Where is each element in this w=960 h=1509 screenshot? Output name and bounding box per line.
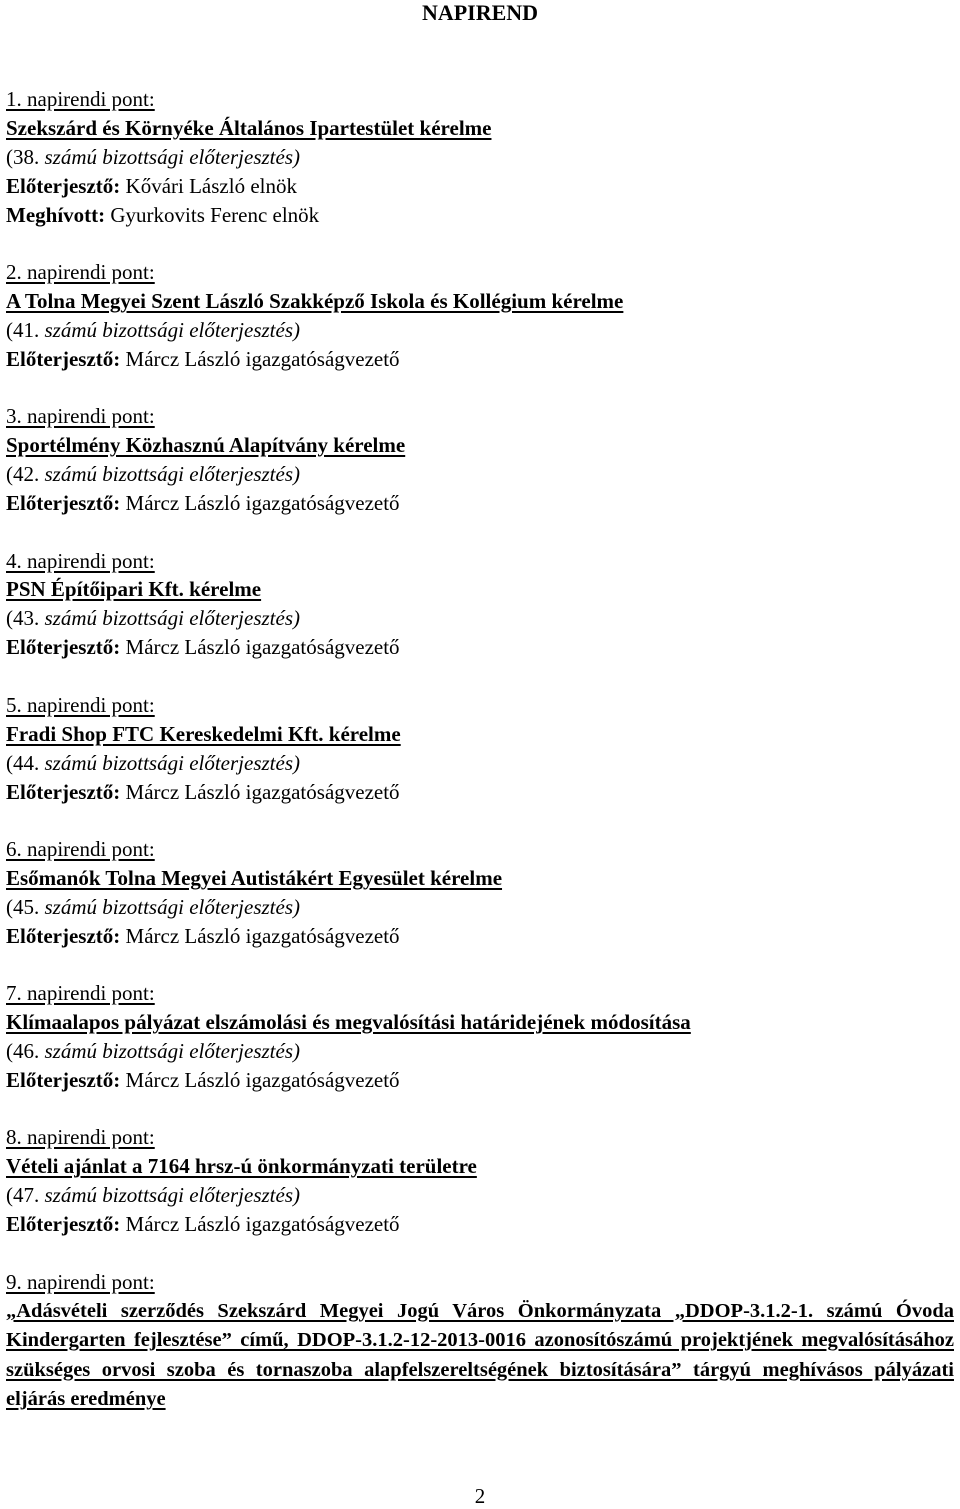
agenda-item-8 [6,1123,954,1239]
agenda-item-3 [6,402,954,518]
agenda-item-reference: (38. számú bizottsági előterjesztés) [6,144,300,169]
agenda-item-number: 9. napirendi pont: [6,1269,155,1294]
agenda-item-presenter: Előterjesztő: Kővári László elnök [6,173,297,198]
agenda-item-subject: Esőmanók Tolna Megyei Autistákért Egyesület kérelme [6,865,503,890]
agenda-item-subject: PSN Építőipari Kft. kérelme [6,577,262,602]
agenda-item-subject: Klímaalapos pályázat elszámolási és megvalósítási határidejének módosítása [6,1010,691,1035]
agenda-item-2 [6,258,954,374]
agenda-item-number: 2. napirendi pont: [6,260,155,285]
agenda-item-reference: (41. számú bizottsági előterjesztés) [6,317,300,342]
agenda-item-reference: (46. számú bizottsági előterjesztés) [6,1039,300,1064]
agenda-item-number: 7. napirendi pont: [6,981,155,1006]
agenda-item-subject: A Tolna Megyei Szent László Szakképző Iskola és Kollégium kérelme [6,289,624,314]
agenda-item-presenter: Előterjesztő: Márcz László igazgatóságvezető [6,346,400,371]
agenda-item-reference: (43. számú bizottsági előterjesztés) [6,606,300,631]
agenda-item-number: 8. napirendi pont: [6,1125,155,1150]
agenda-item-presenter: Előterjesztő: Márcz László igazgatóságvezető [6,635,400,660]
agenda-item-1 [6,85,954,230]
page-title: NAPIREND [421,0,539,25]
agenda-item-presenter: Előterjesztő: Márcz László igazgatóságvezető [6,1067,400,1092]
agenda-item-9 [6,1268,954,1415]
agenda-item-4 [6,547,954,663]
agenda-item-reference: (44. számú bizottsági előterjesztés) [6,750,300,775]
agenda-item-number: 3. napirendi pont: [6,404,155,429]
agenda-item-reference: (42. számú bizottsági előterjesztés) [6,462,300,487]
agenda-item-number: 1. napirendi pont: [6,87,155,111]
page-number: 2 [474,1484,486,1508]
agenda-item-subject: Sportélmény Közhasznú Alapítvány kérelme [6,433,406,458]
agenda-item-number: 5. napirendi pont: [6,692,155,717]
agenda-item-subject: Szekszárd és Környéke Általános Ipartestület kérelme [6,115,492,140]
agenda-item-number: 6. napirendi pont: [6,837,155,861]
agenda-item-subject: Fradi Shop FTC Kereskedelmi Kft. kérelme [6,721,401,746]
agenda-item-subject: „Adásvételi szerződés Szekszárd Megyei Jogú Város Önkormányzata „DDOP-3.1.2-1. számú Óvoda Kindergarten fejlesztése” című, DDOP-3.1.2-12-2013-0016 azonosítószámú projektjének megvalósításához szükséges orvosi szoba és tornaszoba alapfelszereltségének biztosítására” tárgyú meghívásos pályázati eljárás eredménye [6,1299,954,1411]
agenda-item-presenter: Előterjesztő: Márcz László igazgatóságvezető [6,779,400,804]
agenda-item-invited: Meghívott: Gyurkovits Ferenc elnök [6,202,320,227]
agenda-item-subject: Vételi ajánlat a 7164 hrsz-ú önkormányzati területre [6,1154,477,1179]
agenda-item-number: 4. napirendi pont: [6,548,155,573]
agenda-list [6,85,954,1443]
agenda-item-5 [6,691,954,807]
agenda-item-reference: (45. számú bizottsági előterjesztés) [6,894,300,919]
agenda-item-presenter: Előterjesztő: Márcz László igazgatóságvezető [6,491,400,516]
agenda-item-presenter: Előterjesztő: Márcz László igazgatóságvezető [6,1212,400,1237]
agenda-item-presenter: Előterjesztő: Márcz László igazgatóságvezető [6,923,400,948]
agenda-item-6 [6,835,954,951]
agenda-item-7 [6,979,954,1095]
agenda-item-reference: (47. számú bizottsági előterjesztés) [6,1183,300,1208]
